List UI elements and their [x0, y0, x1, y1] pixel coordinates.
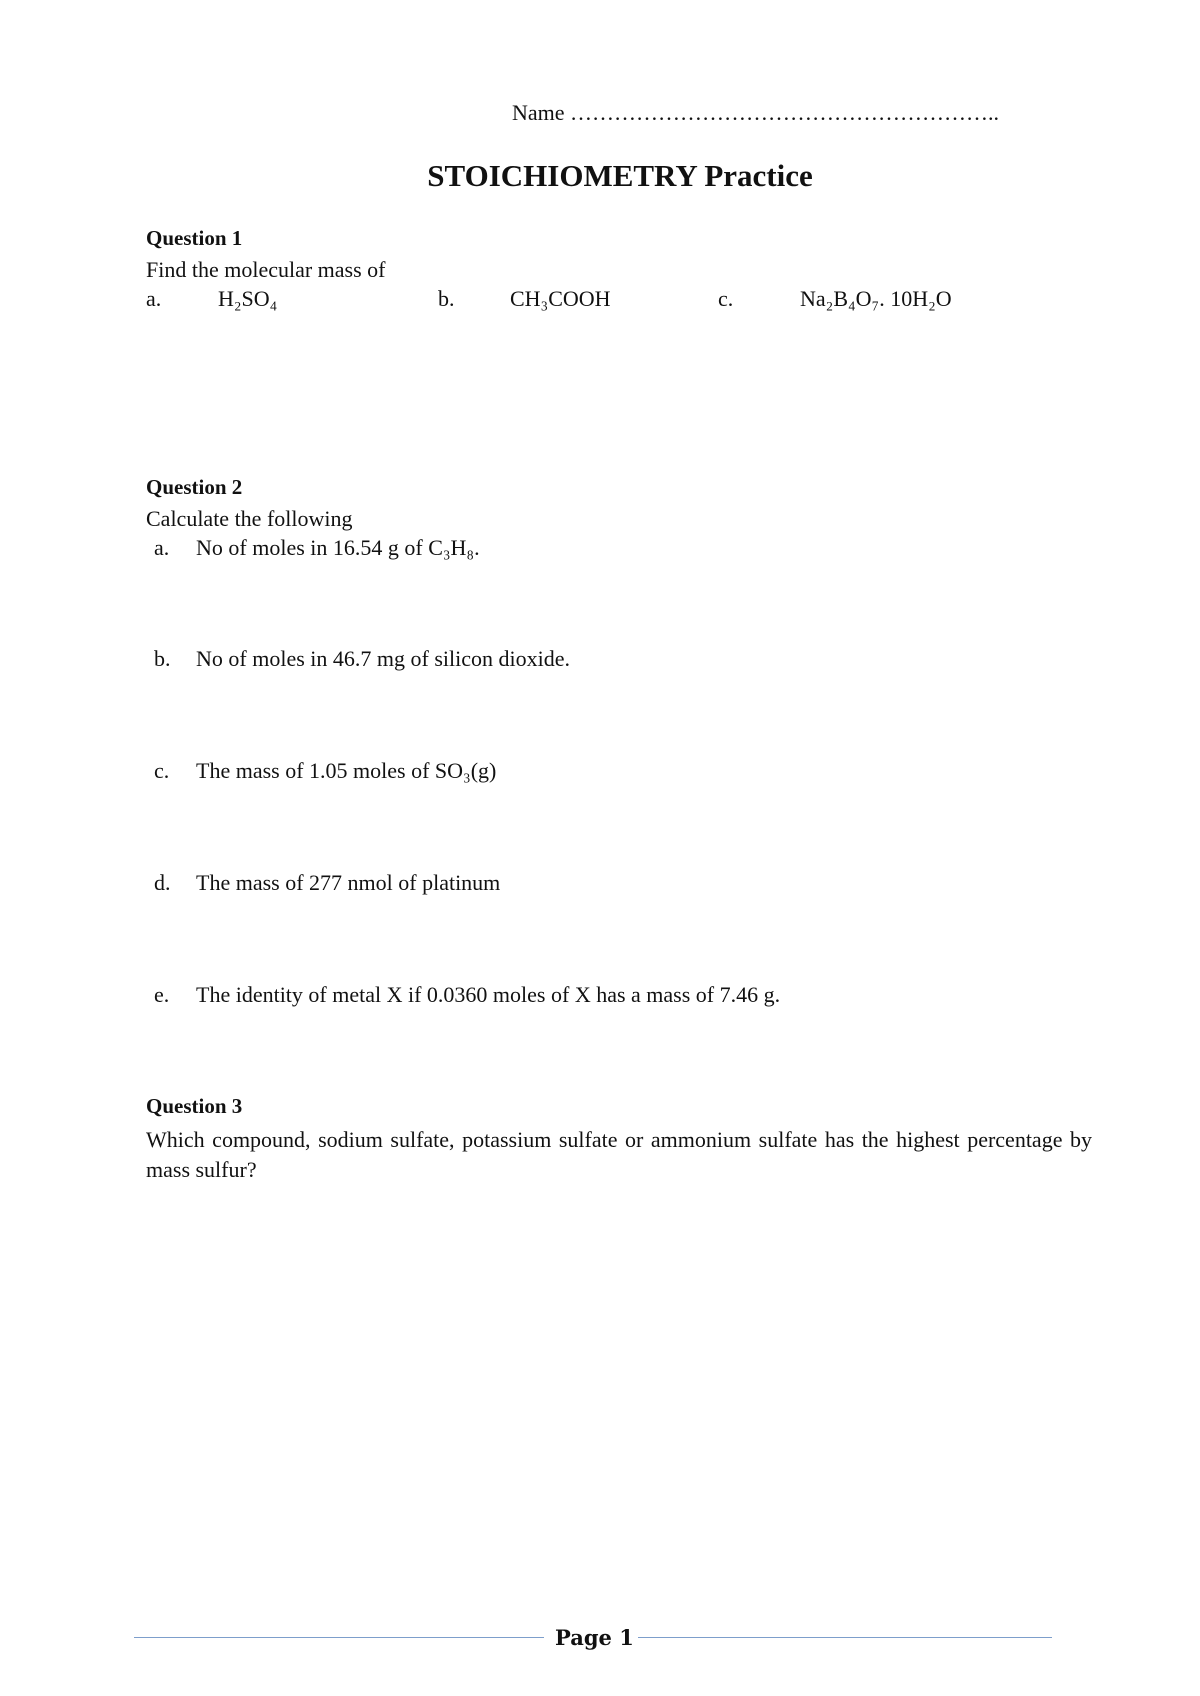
question-3-text: Which compound, sodium sulfate, potassium sulfate or ammonium sulfate has the highest percentage by mass sulfur? — [146, 1127, 1092, 1182]
formula-ch3cooh: CH₃COOH — [510, 286, 611, 311]
question-1-heading: Question 1 — [146, 226, 243, 250]
formula-borax: Na₂B₄O₇. 10H₂O — [800, 286, 952, 311]
item-letter: a. — [146, 286, 162, 311]
question-3-heading: Question 3 — [146, 1094, 243, 1118]
item-text: No of moles in 46.7 mg of silicon dioxide. — [196, 646, 570, 671]
item-text: The identity of metal X if 0.0360 moles of X has a mass of 7.46 g. — [196, 982, 781, 1007]
item-letter: c. — [718, 286, 734, 311]
item-letter: c. — [154, 758, 170, 783]
item-letter: d. — [154, 870, 171, 895]
page-number: Page 1 — [555, 1625, 634, 1650]
item-letter: e. — [154, 982, 170, 1007]
footer-rule-left — [134, 1637, 544, 1638]
question-1-prompt: Find the molecular mass of — [146, 257, 386, 282]
item-letter: a. — [154, 535, 170, 560]
item-text: No of moles in 16.54 g of C₃H₈. — [196, 535, 480, 560]
item-letter: b. — [438, 286, 455, 311]
item-letter: b. — [154, 646, 171, 671]
formula-h2so4: H₂SO₄ — [218, 286, 278, 311]
item-text: The mass of 277 nmol of platinum — [196, 870, 501, 895]
question-2-prompt: Calculate the following — [146, 506, 353, 531]
question-2-heading: Question 2 — [146, 475, 243, 499]
name-field-line: Name ………………………………………………….. — [512, 100, 1000, 125]
page-title: STOICHIOMETRY Practice — [427, 158, 813, 193]
item-text: The mass of 1.05 moles of SO₃(g) — [196, 758, 497, 783]
footer-rule-right — [638, 1637, 1052, 1638]
